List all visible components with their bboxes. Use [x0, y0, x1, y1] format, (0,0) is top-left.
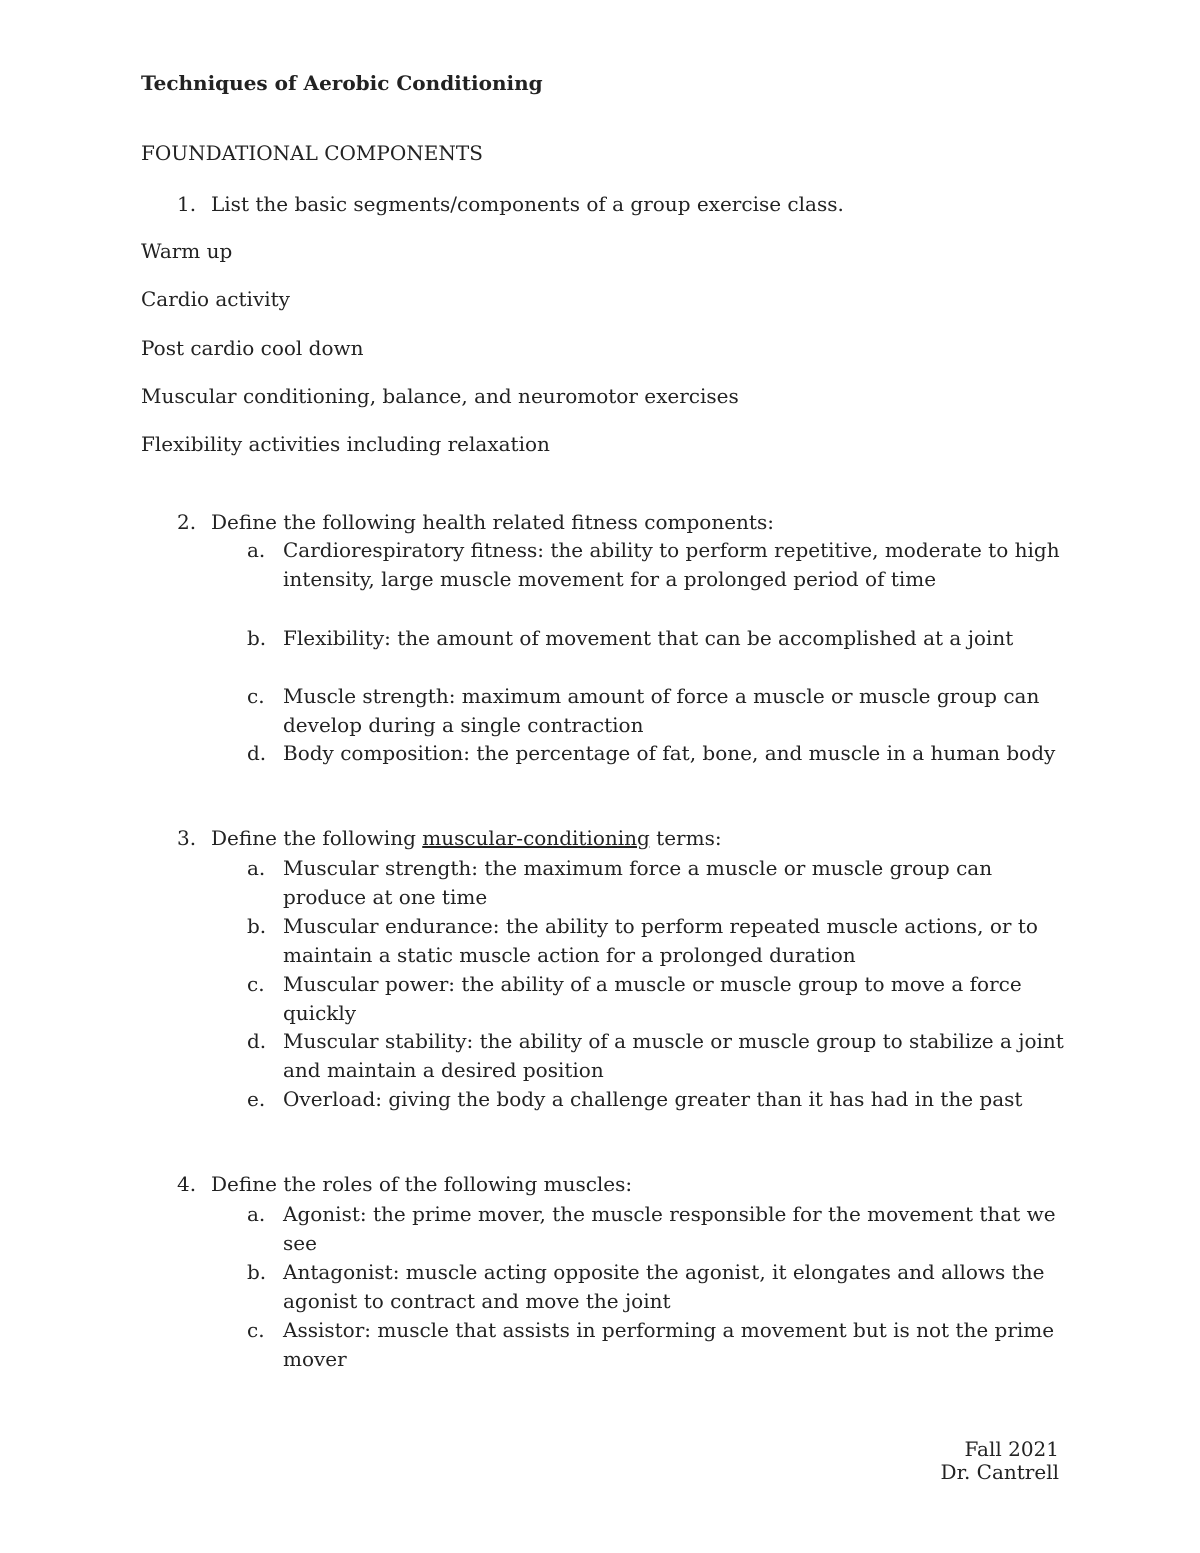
list-item-letter: c.	[247, 1318, 265, 1342]
list-item-letter: d.	[247, 1029, 267, 1053]
footer-instructor: Dr. Cantrell	[940, 1460, 1059, 1484]
question-4-number: 4.	[177, 1172, 197, 1196]
list-item-letter: a.	[247, 1202, 266, 1226]
question-1-text: List the basic segments/components of a group exercise class.	[211, 192, 844, 216]
question-3-underlined-term: muscular-conditioning	[422, 826, 650, 850]
list-item-letter: a.	[247, 538, 266, 562]
list-item-text: Cardiorespiratory fitness: the ability to perform repetitive, moderate to high intensity, large muscle movement for a prolonged period of time	[283, 538, 1060, 591]
question-2-text: Define the following health related fitness components:	[211, 510, 774, 534]
list-item-letter: c.	[247, 684, 265, 708]
list-item-text: Body composition: the percentage of fat, bone, and muscle in a human body	[283, 741, 1056, 765]
document-title: Techniques of Aerobic Conditioning	[141, 71, 543, 95]
list-item-letter: b.	[247, 914, 267, 938]
list-item-text: Muscular endurance: the ability to perform repeated muscle actions, or to maintain a static muscle action for a prolonged duration	[283, 914, 1038, 967]
list-item-letter: e.	[247, 1087, 266, 1111]
list-item-text: Assistor: muscle that assists in performing a movement but is not the prime mover	[283, 1318, 1055, 1371]
list-item-letter: a.	[247, 856, 266, 880]
question-4-text: Define the roles of the following muscles:	[211, 1172, 633, 1196]
list-item-text: Muscular strength: the maximum force a muscle or muscle group can produce at one time	[283, 856, 993, 909]
question-1-number: 1.	[177, 192, 197, 216]
question-3-text	[211, 826, 722, 850]
answer-item: Post cardio cool down	[141, 336, 364, 360]
question-3-text-before: Define the following	[211, 826, 423, 850]
list-item-letter: b.	[247, 1260, 267, 1284]
answer-item: Muscular conditioning, balance, and neuromotor exercises	[141, 384, 739, 408]
answer-item: Warm up	[141, 239, 233, 263]
list-item-text: Agonist: the prime mover, the muscle responsible for the movement that we see	[283, 1202, 1056, 1255]
list-item-letter: c.	[247, 972, 265, 996]
list-item-text: Flexibility: the amount of movement that can be accomplished at a joint	[283, 626, 1014, 650]
list-item-letter: d.	[247, 741, 267, 765]
list-item-letter: b.	[247, 626, 267, 650]
section-heading: FOUNDATIONAL COMPONENTS	[141, 141, 483, 165]
question-3-number: 3.	[177, 826, 197, 850]
question-3-text-after: terms:	[649, 826, 722, 850]
list-item-text: Overload: giving the body a challenge greater than it has had in the past	[283, 1087, 1023, 1111]
footer-term: Fall 2021	[964, 1437, 1059, 1461]
list-item-text: Muscular stability: the ability of a muscle or muscle group to stabilize a joint and maintain a desired position	[283, 1029, 1064, 1082]
answer-item: Flexibility activities including relaxation	[141, 432, 550, 456]
list-item-text: Muscle strength: maximum amount of force a muscle or muscle group can develop during a single contraction	[283, 684, 1040, 737]
list-item-text: Muscular power: the ability of a muscle or muscle group to move a force quickly	[283, 972, 1022, 1025]
question-2-number: 2.	[177, 510, 197, 534]
list-item-text: Antagonist: muscle acting opposite the agonist, it elongates and allows the agonist to contract and move the joint	[283, 1260, 1045, 1313]
answer-item: Cardio activity	[141, 287, 290, 311]
